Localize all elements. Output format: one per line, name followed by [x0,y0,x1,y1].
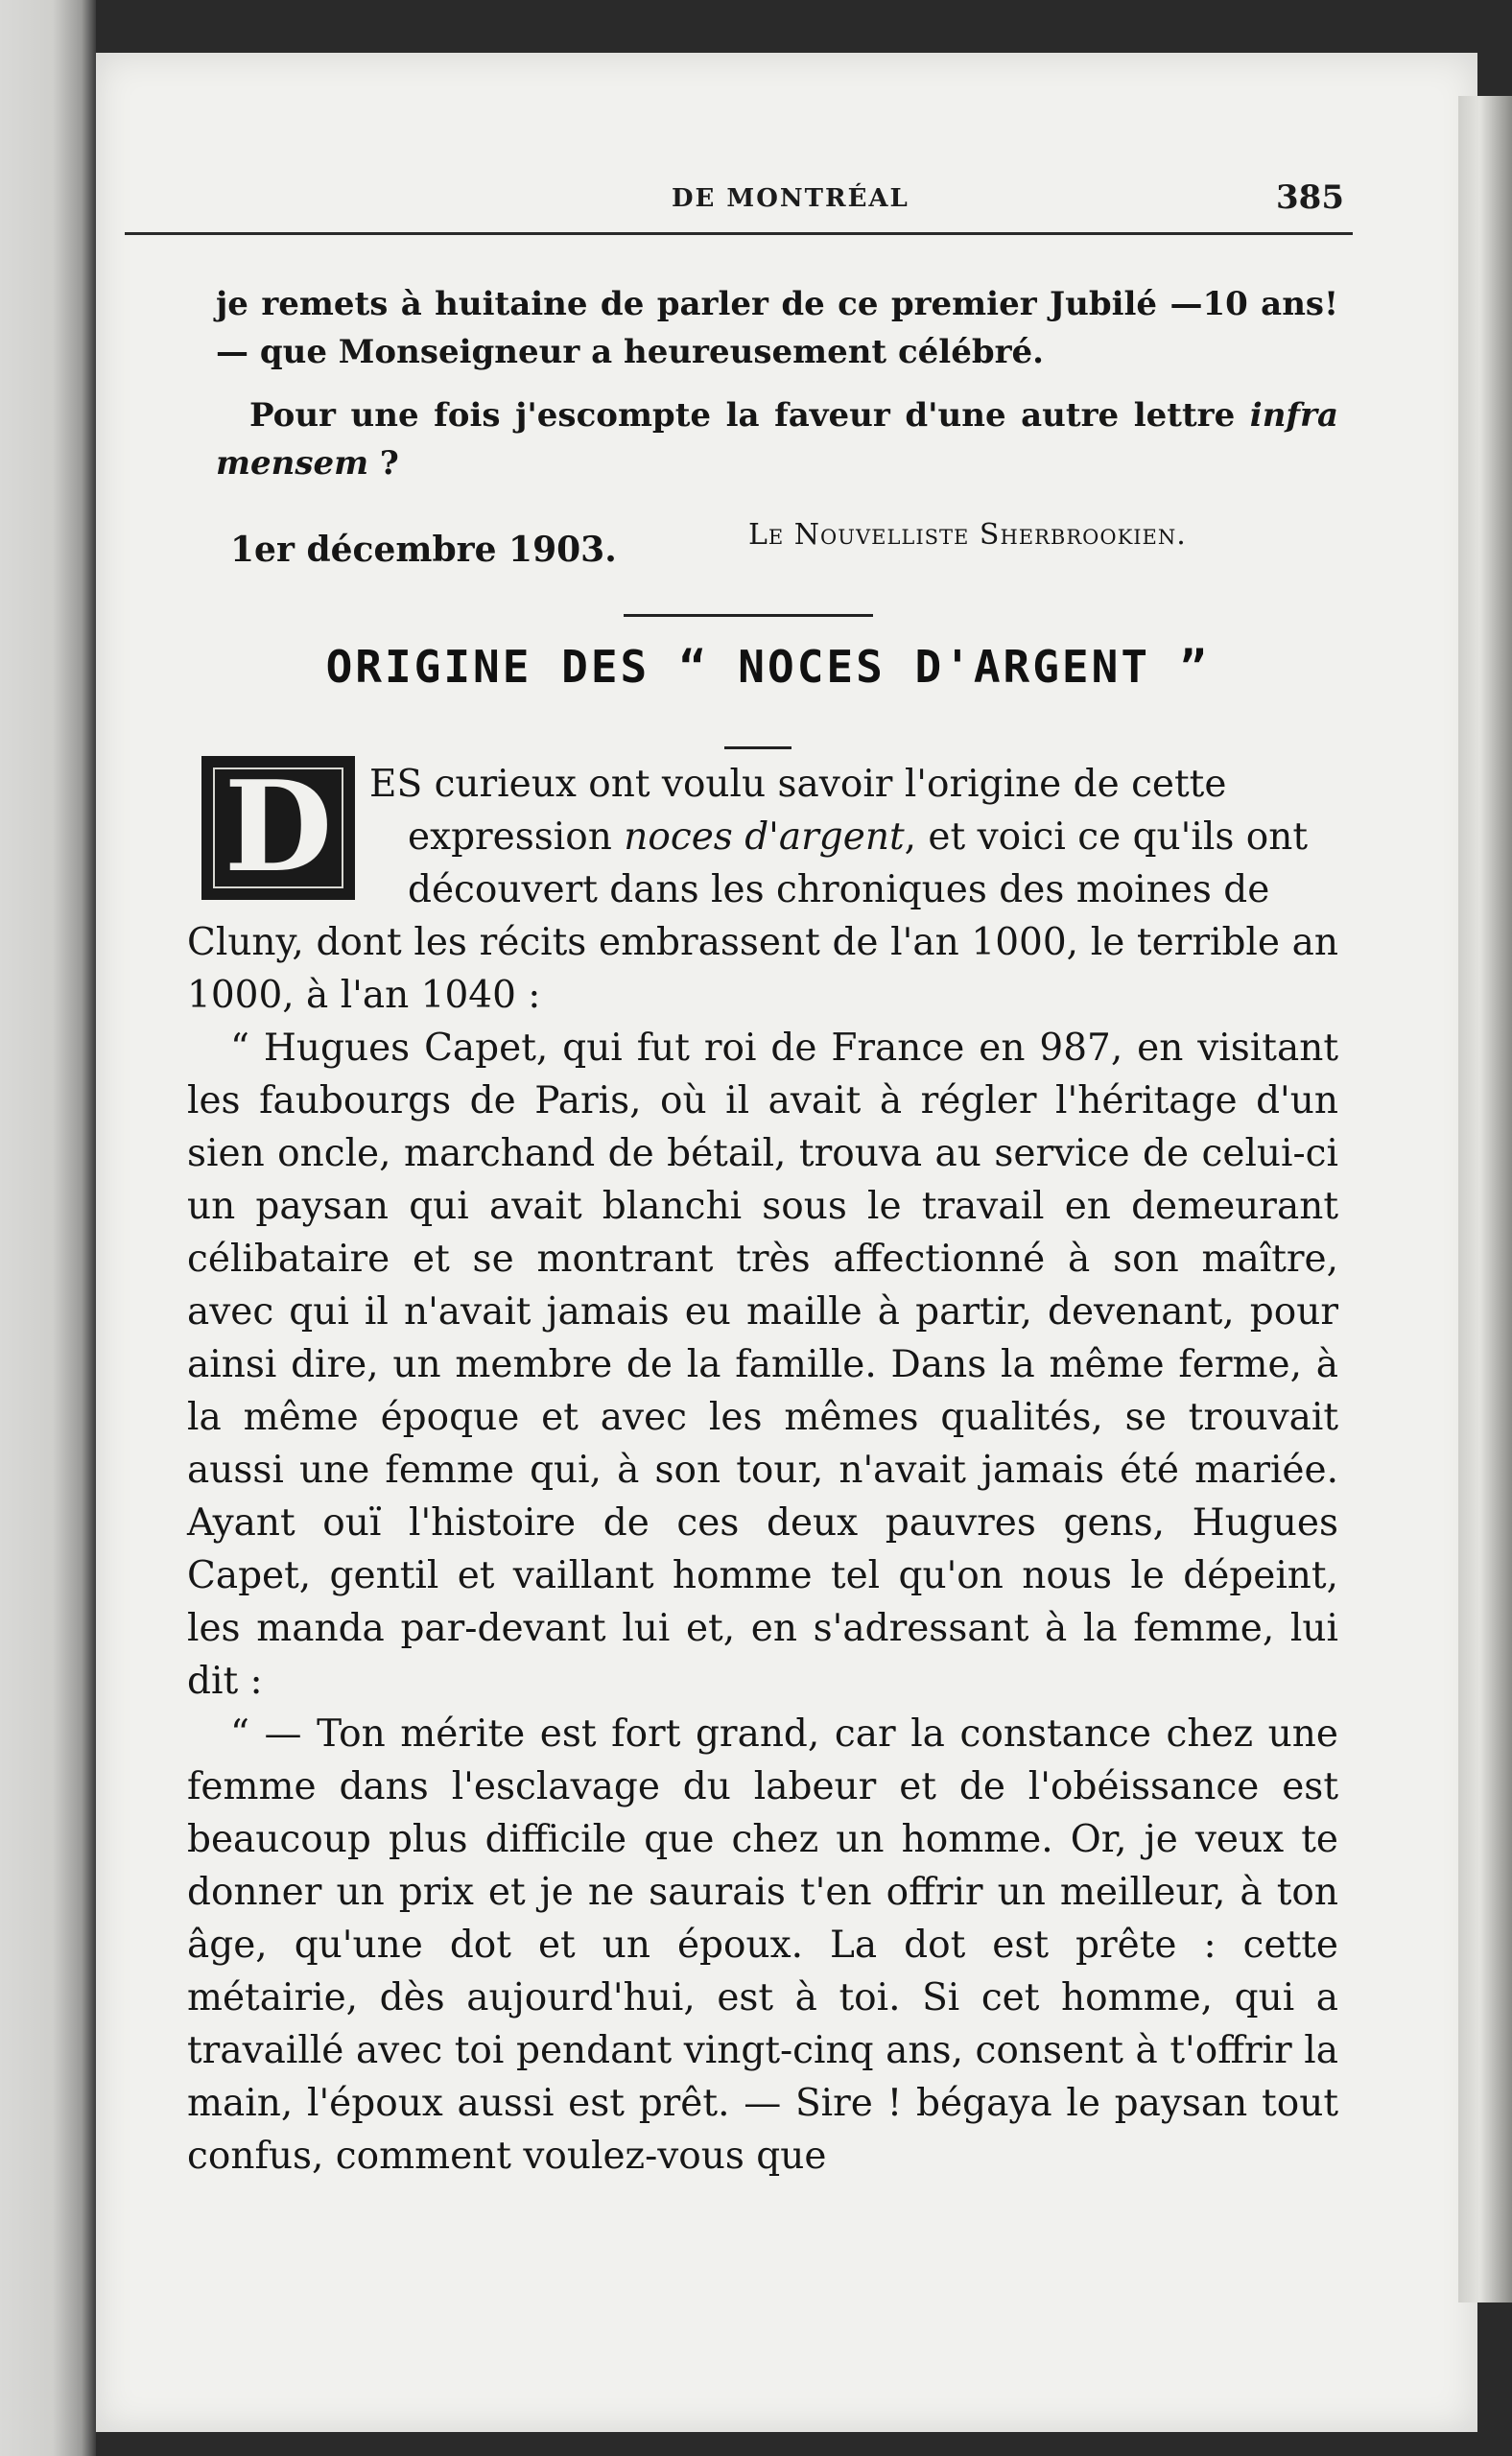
letter-paragraph-2-text: Pour une fois j'escompte la faveur d'une autre lettre [249,396,1250,435]
lead-rest: Cluny, dont les récits embrassent de l'an 1000, le terrible an 1000, à l'an 1040 : [187,921,1338,1017]
page-number: 385 [1276,178,1344,217]
running-title: DE MONTRÉAL [672,184,910,213]
header-rule [125,232,1353,235]
book-left-edge [0,0,96,2456]
running-head [125,134,1353,217]
letter-paragraph-2-end: ? [368,444,399,483]
title-underline [724,746,791,749]
article-paragraph-3: “ — Ton mérite est fort grand, car la constance chez une femme dans l'esclavage du labeur et de l'obéissance est beaucoup plus difficile que chez un homme. Or, je veux te donner un prix et je ne saurais t'en offrir un meilleur, à ton âge, qu'une dot et un époux. La dot est prête : cette métairie, dès aujourd'hui, est à toi. Si cet homme, qui a travaillé avec toi pendant vingt-cinq ans, consent à t'offrir la main, l'époux aussi est prêt. — Sire ! bégaya le paysan tout confus, comment voulez-vous que [187,1712,1338,2178]
letter-paragraph-2 [216,391,1338,487]
section-divider [624,614,873,617]
letter-paragraph-2-italic: infra mensem [216,396,1338,483]
letter-date: 1er décembre 1903. [230,530,617,570]
lead-line-2-end: , et voici ce qu'ils ont [904,815,1309,859]
lead-line-1: ES curieux ont voulu savoir l'origine de cette [369,763,1227,806]
lead-line-2 [187,811,1338,863]
article-paragraph-2: “ Hugues Capet, qui fut roi de France en 987, en visitant les faubourgs de Paris, où il avait à régler l'héritage d'un sien oncle, marchand de bétail, trouva au service de celui-ci un paysan qui avait blanchi sous le travail en demeurant célibataire et se montrant très affectionné à son maître, avec qui il n'avait jamais eu maille à partir, devenant, pour ainsi dire, un membre de la famille. Dans la même ferme, à la même époque et avec les mêmes qualités, se trouvait aussi une femme qui, à son tour, n'avait jamais été mariée. Ayant ouï l'histoire de ces deux pauvres gens, Hugues Capet, gentil et vaillant homme tel qu'on nous le dépeint, les manda par-devant lui et, en s'adressant à la femme, lui dit : [187,1027,1338,1703]
dropcap-letter: D [224,753,333,900]
page-stack-edge [1458,96,1512,2302]
lead-line-2-text: expression [408,815,625,859]
lead-line-2-italic: noces d'argent [624,815,905,859]
article-title: ORIGINE DES “ NOCES D'ARGENT ” [325,641,1210,693]
letter-paragraph-1: je remets à huitaine de parler de ce premier Jubilé —10 ans!— que Monseigneur a heureusement célébré. [216,285,1338,371]
article-lead-paragraph [187,753,1338,2183]
letter-signature: Le Nouvelliste Sherbrookien. [748,518,1187,552]
lead-line-3: découvert dans les chroniques des moines de [408,868,1270,911]
